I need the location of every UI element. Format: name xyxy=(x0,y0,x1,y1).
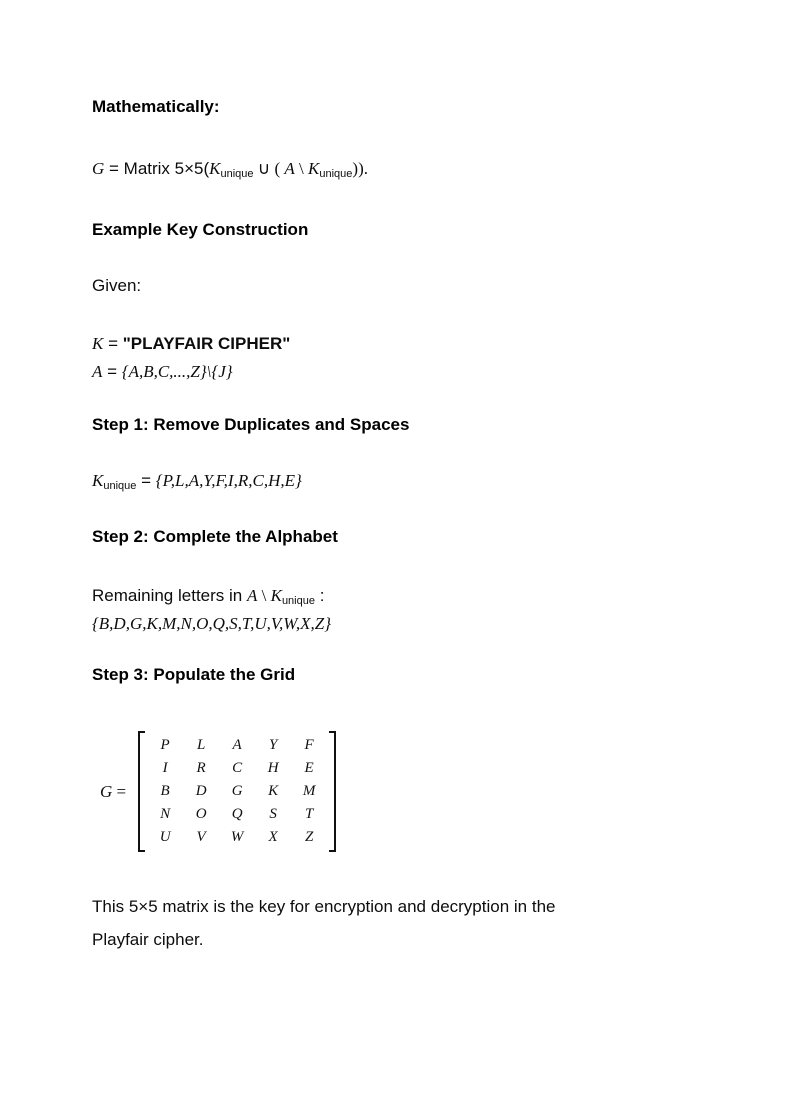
matrix-prefix: G = xyxy=(100,781,127,801)
matrix-cell: Y xyxy=(268,737,278,753)
matrix-cell: V xyxy=(196,829,206,845)
matrix-cell: N xyxy=(160,806,171,822)
closing-line-2: Playfair cipher. xyxy=(92,930,204,949)
given-label: Given: xyxy=(92,276,142,295)
matrix-cell: U xyxy=(159,829,171,845)
key-line: K = "PLAYFAIR CIPHER" xyxy=(92,334,291,353)
matrix-cell: L xyxy=(196,737,206,753)
matrix-cell: T xyxy=(304,806,314,822)
kunique-line: $K_{unique} = \{P,L,A,Y,F,I,R,C,H,E\}$ xyxy=(92,471,302,492)
formula-grid-definition: G = Matrix $5\times 5(K_{unique}$ ∪ ( A \ $K_{unique}$)). xyxy=(92,159,368,180)
matrix-cell: R xyxy=(196,760,206,776)
remaining-letters-paragraph xyxy=(92,582,718,638)
matrix-cell: A xyxy=(232,737,242,753)
matrix-cell: G xyxy=(231,783,243,799)
matrix-cell: W xyxy=(230,829,244,845)
matrix-bracket-left xyxy=(138,731,145,852)
matrix-grid xyxy=(145,731,329,852)
matrix-cell: B xyxy=(160,783,170,799)
heading-step-2: Step 2: Complete the Alphabet xyxy=(92,527,338,546)
matrix-cell: Q xyxy=(231,806,243,822)
matrix-bracket-right xyxy=(329,731,336,852)
heading-step-1: Step 1: Remove Duplicates and Spaces xyxy=(92,415,410,434)
key-definition-paragraph xyxy=(92,330,718,386)
matrix-cell: E xyxy=(304,760,314,776)
remaining-set-line: {B,D,G,K,M,N,O,Q,S,T,U,V,W,X,Z} xyxy=(92,614,332,633)
matrix-cell: O xyxy=(195,806,207,822)
heading-mathematically: Mathematically: xyxy=(92,97,220,116)
heading-step-3: Step 3: Populate the Grid xyxy=(92,665,296,684)
matrix-cell: I xyxy=(162,760,168,776)
matrix-cell: P xyxy=(160,737,170,753)
matrix-cell: F xyxy=(304,737,314,753)
matrix-cell: C xyxy=(232,760,243,776)
heading-example-key-construction: Example Key Construction xyxy=(92,220,309,239)
matrix-cell: H xyxy=(267,760,279,776)
matrix-cell: X xyxy=(268,829,278,845)
remaining-letters-line: Remaining letters in A \ $K_{unique}$ : xyxy=(92,586,325,607)
matrix-cell: K xyxy=(268,783,279,799)
closing-paragraph xyxy=(92,890,718,956)
alphabet-line: A = {A,B,C,...,Z}\{J} xyxy=(92,362,233,381)
matrix-equation xyxy=(100,731,718,852)
matrix-cell: S xyxy=(269,806,277,822)
matrix-cell: Z xyxy=(304,829,314,845)
matrix-cell: M xyxy=(302,783,316,799)
closing-line-1: This 5×5 matrix is the key for encryption and decryption in the xyxy=(92,897,556,916)
matrix-cell: D xyxy=(195,783,207,799)
